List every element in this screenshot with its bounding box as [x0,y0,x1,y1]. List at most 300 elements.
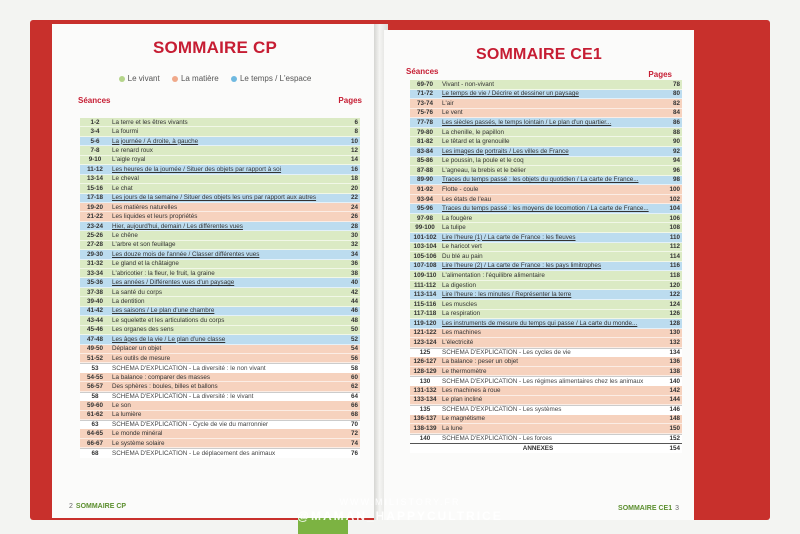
session-title: Lire l'heure (1) / La carte de France : les fleuves [442,233,576,241]
session-number: 109-110 [413,272,437,280]
legend-dot-icon [172,76,178,82]
toc-row [80,222,360,231]
session-title: Les muscles [442,300,477,308]
page-number: 126 [669,310,680,318]
page-number: 144 [669,396,680,404]
session-number: 69-70 [416,80,434,88]
session-number: 3-4 [90,128,100,136]
session-title: Les matières naturelles [112,203,178,211]
page-number: 82 [672,99,680,107]
session-number: 140 [419,435,431,443]
page-number: 14 [350,156,358,164]
toc-row [410,415,682,425]
page-number: 16 [350,165,358,173]
toc-row [410,80,682,90]
schema-row [80,363,360,372]
session-number: 54-55 [86,373,104,381]
session-number: 130 [419,377,431,385]
page-number: 104 [669,205,680,213]
session-number: 89-90 [416,176,434,184]
schema-row [80,420,360,429]
toc-row [80,307,360,316]
toc-row [410,424,682,434]
page-number: 34 [350,250,358,258]
watermark-url: WWW.MILISTORY.FR [339,497,461,507]
session-number: 31-32 [86,260,104,268]
toc-row [410,166,682,176]
session-number: 99-100 [415,224,435,232]
session-number: 87-88 [416,166,434,174]
page-number: 90 [672,138,680,146]
page-number: 146 [669,406,680,414]
session-title: L'alimentation : l'équilibre alimentaire [442,272,545,280]
page-number: 116 [669,262,680,270]
page-number: 54 [350,345,358,353]
session-number: 39-40 [86,298,104,306]
session-title: Les machines [442,329,481,337]
session-title: Les liquides et leurs propriétés [112,213,198,221]
session-title: L'électricité [442,338,474,346]
toc-row [410,271,682,281]
toc-row [80,241,360,250]
toc-row [80,250,360,259]
page-number: 142 [669,386,680,394]
session-title: La balance : peser un objet [442,358,518,366]
session-title: Les heures de la journée / Situer des objets par rapport à soi [112,165,282,173]
session-title: Vivant - non-vivant [442,80,495,88]
toc-row [80,288,360,297]
session-title: Le haricot vert [442,243,482,251]
session-number: 126-127 [413,358,437,366]
toc-row [410,281,682,291]
toc-row [80,335,360,344]
session-number: 21-22 [86,213,104,221]
page-number: 20 [350,184,358,192]
toc-row [410,396,682,406]
session-title: La lune [442,425,463,433]
column-header-pages: Pages [648,70,672,79]
page-footer: SOMMAIRE CE1 3 [618,505,679,512]
toc-row [410,252,682,262]
session-number: 7-8 [90,147,100,155]
session-title: SCHÉMA D'EXPLICATION - Les cycles de vie [442,349,571,357]
toc-row [410,118,682,128]
toc-row [80,118,360,127]
session-title: L'air [442,99,454,107]
session-number: 1-2 [90,118,100,126]
session-number: 136-137 [413,415,437,423]
session-title: Hier, aujourd'hui, demain / Les différentes vues [112,222,243,230]
right-page [384,30,694,520]
toc-row [80,411,360,420]
session-title: Les années / Différentes vues d'un paysage [112,279,235,287]
session-title: Les siècles passés, le temps lointain / Le plan d'un quartier... [442,119,612,127]
toc-row [80,326,360,335]
toc-row [410,90,682,100]
toc-row [410,310,682,320]
toc-row [410,176,682,186]
session-number: 85-86 [416,157,434,165]
session-title: La fougère [442,214,473,222]
toc-row [80,429,360,438]
session-number: 27-28 [86,241,104,249]
page-number: 96 [672,166,680,174]
legend-item-vivant: Le vivant [119,74,160,83]
toc-row [80,194,360,203]
page-number: 12 [350,147,358,155]
legend-dot-icon [119,76,125,82]
session-title: Les organes des sens [112,326,174,334]
toc-row [80,260,360,269]
session-title: SCHÉMA D'EXPLICATION - Les systèmes [442,406,562,414]
session-number: 23-24 [86,222,104,230]
page-number: 26 [350,213,358,221]
page-number: 110 [669,233,680,241]
page-number: 48 [350,316,358,324]
page-number: 102 [669,195,680,203]
page-number: 150 [669,425,680,433]
session-number: 91-92 [416,185,434,193]
session-title: Le chêne [112,231,138,239]
toc-row [80,127,360,136]
toc-row [410,338,682,348]
page-number: 62 [350,382,358,390]
page-number: 94 [672,157,680,165]
toc-row [80,439,360,448]
session-title: Le thermomètre [442,367,487,375]
session-number: 66-67 [86,439,104,447]
toc-row [80,278,360,287]
session-number: 64-65 [86,430,104,438]
page-number: 38 [350,269,358,277]
page-number: 70 [350,421,358,429]
toc-row [410,185,682,195]
session-number: 68 [91,449,99,457]
legend-dot-icon [231,76,237,82]
session-number: 101-102 [413,233,437,241]
legend [52,74,378,83]
toc-row [410,319,682,329]
page-number: 46 [350,307,358,315]
toc-row [410,147,682,157]
toc-row [410,386,682,396]
page-number: 128 [669,319,680,327]
column-header-seances: Séances [78,96,111,105]
session-number: 19-20 [86,203,104,211]
toc-row [410,128,682,138]
session-title: SCHÉMA D'EXPLICATION - La diversité : le vivant [112,392,254,400]
session-number: 95-96 [416,205,434,213]
session-number: 41-42 [86,307,104,315]
page-number: 148 [669,415,680,423]
session-title: La dentition [112,298,145,306]
page-number: 120 [669,281,680,289]
session-number: 47-48 [86,335,104,343]
session-title: Le plan incliné [442,396,483,404]
toc-row [80,203,360,212]
session-number: 29-30 [86,250,104,258]
session-title: Du blé au pain [442,252,483,260]
session-title: Le têtard et la grenouille [442,138,510,146]
toc-row [410,290,682,300]
page-number: 84 [672,109,680,117]
toc-row [80,401,360,410]
toc-row [80,184,360,193]
page-number: 68 [350,411,358,419]
page-number: 108 [669,224,680,232]
page-number: 22 [350,194,358,202]
session-number: 71-72 [416,90,434,98]
session-number: 133-134 [413,396,437,404]
toc-row [80,354,360,363]
session-title: Des sphères : boules, billes et ballons [112,382,218,390]
page-number: 52 [350,335,358,343]
session-number: 73-74 [416,99,434,107]
page-number: 132 [669,338,680,346]
session-number: 113-114 [413,291,437,299]
legend-item-matiere: La matière [172,74,219,83]
session-title: Le chat [112,184,133,192]
page-number: 138 [669,367,680,375]
page-number: 98 [672,176,680,184]
page-number: 58 [350,364,358,372]
toc-row [410,233,682,243]
page-number: 114 [669,252,680,260]
session-title: Les âges de la vie / Le plan d'une classe [112,335,226,343]
page-number: 56 [350,354,358,362]
column-header-pages: Pages [338,96,362,105]
page-number: 30 [350,231,358,239]
page-number: 112 [669,243,680,251]
toc-row [80,165,360,174]
session-number: 53 [91,364,99,372]
session-title: Lire l'heure (2) / La carte de France : les pays limitrophes [442,262,602,270]
session-number: 115-116 [413,300,437,308]
session-number: 45-46 [86,326,104,334]
session-number: 103-104 [413,243,437,251]
session-number: 11-12 [87,165,103,173]
watermark-handle: @MAMAN_HAPPYCULTRICE [297,509,503,523]
session-number: 135 [419,406,431,414]
page-number: 42 [350,288,358,296]
session-number: 75-76 [416,109,434,117]
page-number: 130 [669,329,680,337]
page-number: 86 [672,119,680,127]
page-number: 88 [672,128,680,136]
session-number: ANNEXES [522,444,554,452]
toc-row [80,316,360,325]
page-number: 6 [354,118,358,126]
session-number: 131-132 [413,386,437,394]
session-title: Le squelette et les articulations du corps [112,316,225,324]
session-number: 119-120 [413,319,437,327]
page-number: 24 [350,203,358,211]
session-number: 117-118 [413,310,437,318]
session-number: 93-94 [416,195,434,203]
page-number: 80 [672,90,680,98]
session-title: La santé du corps [112,288,163,296]
toc-row [410,329,682,339]
session-number: 5-6 [90,137,100,145]
session-number: 56-57 [86,382,104,390]
session-number: 37-38 [86,288,104,296]
page-number: 100 [669,185,680,193]
session-title: La balance : comparer des masses [112,373,211,381]
session-title: Le magnétisme [442,415,486,423]
session-title: SCHÉMA D'EXPLICATION - La diversité : le non vivant [112,364,266,372]
session-title: Le son [112,401,131,409]
session-number: 123-124 [413,338,437,346]
session-number: 81-82 [416,138,434,146]
page-number: 134 [669,349,680,357]
page-number: 64 [350,392,358,400]
session-title: Le temps de vie / Décrire et dessiner un paysage [442,90,579,98]
page-number: 44 [350,298,358,306]
page-number: 78 [672,80,680,88]
session-title: La fourmi [112,128,139,136]
toc-row [80,269,360,278]
session-title: La digestion [442,281,476,289]
page-title: SOMMAIRE CE1 [476,46,602,63]
session-number: 51-52 [86,354,104,362]
session-number: 17-18 [86,194,104,202]
session-number: 9-10 [88,156,102,164]
session-title: L'agneau, la brebis et le bélier [442,166,526,174]
session-title: Le poussin, la poule et le coq [442,157,524,165]
session-number: 97-98 [416,214,434,222]
session-title: La terre et les êtres vivants [112,118,188,126]
toc-row [80,212,360,221]
toc-row [80,156,360,165]
session-title: L'aigle royal [112,156,146,164]
page-number: 18 [350,175,358,183]
session-number: 125 [419,349,431,357]
page-number: 106 [669,214,680,222]
toc-row [80,382,360,391]
page-number: 66 [350,401,358,409]
session-number: 59-60 [86,401,104,409]
session-title: L'abricotier : la fleur, le fruit, la graine [112,269,215,277]
session-title: SCHÉMA D'EXPLICATION - Les régimes alimentaires chez les animaux [442,377,644,385]
page-number: 118 [669,272,680,280]
left-page [52,24,378,518]
session-number: 105-106 [413,252,437,260]
session-number: 107-108 [413,262,437,270]
toc-row [410,195,682,205]
page-number: 28 [350,222,358,230]
session-title: Lire l'heure : les minutes / Représenter la terre [442,291,572,299]
session-title: L'arbre et son feuillage [112,241,176,249]
session-title: La respiration [442,310,481,318]
schema-row [410,405,682,415]
session-title: Les instruments de mesure du temps qui passe / La carte du monde... [442,319,638,327]
page-number: 152 [669,435,680,443]
session-number: 35-36 [86,279,104,287]
session-title: Les images de portraits / Les villes de France [442,147,569,155]
session-number: 43-44 [86,316,104,324]
page-number: 76 [350,449,358,457]
toc-row [80,373,360,382]
page-number: 124 [669,300,680,308]
page-number: 8 [354,128,358,136]
session-title: La lumière [112,411,142,419]
schema-row [410,348,682,358]
session-title: La journée / À droite, à gauche [112,137,199,145]
page-number: 136 [669,358,680,366]
page-number: 36 [350,260,358,268]
session-number: 138-139 [413,425,437,433]
toc-row [410,243,682,253]
page-number: 10 [350,137,358,145]
session-title: Le vent [442,109,463,117]
session-title: Déplacer un objet [112,345,162,353]
session-title: SCHÉMA D'EXPLICATION - Cycle de vie du marronnier [112,421,269,429]
session-number: 83-84 [416,147,434,155]
session-title: Les machines à roue [442,386,501,394]
toc-row [410,109,682,119]
session-number: 58 [91,392,99,400]
toc-row [80,345,360,354]
session-title: Le système solaire [112,439,165,447]
session-title: Les douze mois de l'année / Classer différentes vues [112,250,260,258]
toc-row [410,204,682,214]
legend-item-temps: Le temps / L'espace [231,74,311,83]
schema-row [80,392,360,401]
toc-row [80,297,360,306]
session-title: Les jours de la semaine / Situer des objets les uns par rapport aux autres [112,194,317,202]
session-title: Les outils de mesure [112,354,171,362]
page-number: 40 [350,279,358,287]
schema-row [410,376,682,386]
session-number: 79-80 [416,128,434,136]
session-title: Le gland et la châtaigne [112,260,179,268]
toc-row [80,146,360,155]
toc-row [80,137,360,146]
session-title: Les saisons / Le plan d'une chambre [112,307,215,315]
page-number: 122 [669,291,680,299]
session-title: Traces du temps passé : les moyens de locomotion / La carte de France... [442,205,649,213]
toc-row [410,137,682,147]
session-title: Le cheval [112,175,139,183]
table-of-contents [80,118,360,458]
session-title: La chenille, le papillon [442,128,504,136]
session-number: 15-16 [86,184,104,192]
page-title: SOMMAIRE CP [152,38,278,57]
toc-row [410,157,682,167]
page-number: 92 [672,147,680,155]
toc-row [410,357,682,367]
page-number: 50 [350,326,358,334]
session-number: 25-26 [86,231,104,239]
column-header-seances: Séances [406,67,439,76]
toc-row [410,214,682,224]
toc-row [410,223,682,233]
toc-row [80,175,360,184]
session-number: 63 [91,421,99,429]
session-number: 77-78 [416,119,434,127]
session-number: 121-122 [413,329,437,337]
session-number: 49-50 [86,345,104,353]
page-number: 32 [350,241,358,249]
toc-row [410,99,682,109]
annexes-row [410,443,682,453]
page-number: 72 [350,430,358,438]
toc-row [410,262,682,272]
session-title: SCHÉMA D'EXPLICATION - Les forces [442,435,552,443]
toc-row [410,300,682,310]
schema-row [410,434,682,444]
toc-row [410,367,682,377]
